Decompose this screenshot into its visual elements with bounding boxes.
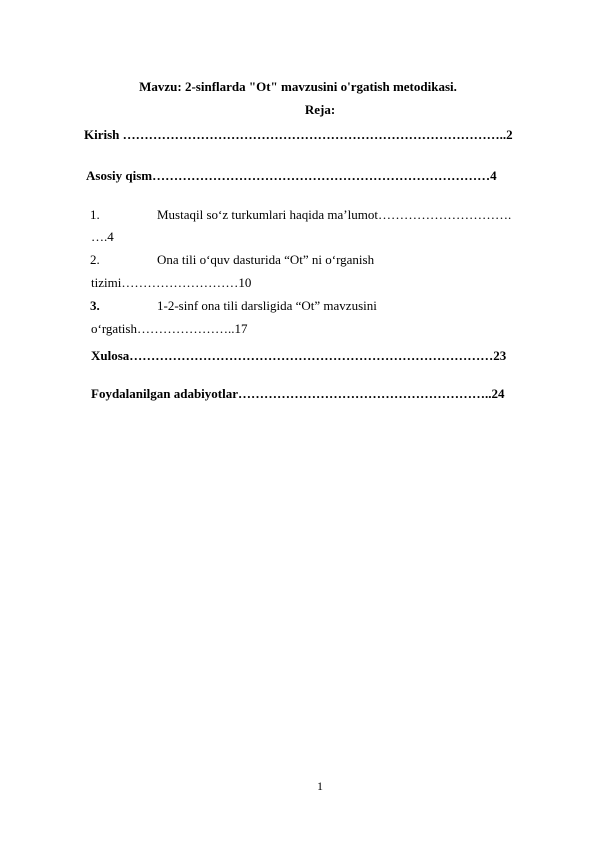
- toc-item2-continuation: tizimi………………………10: [91, 275, 252, 290]
- plan-heading: Reja:: [304, 102, 336, 117]
- toc-item2-text: Ona tili o‘quv dasturida “Ot” ni o‘rganish: [157, 252, 375, 267]
- page-number: 1: [317, 779, 323, 793]
- toc-main: Asosiy qism……………………………………………………………………4: [86, 168, 497, 183]
- toc-conclusion: Xulosa…………………………………………………………………………23: [91, 348, 507, 363]
- toc-item3-continuation: o‘rgatish…………………..17: [91, 321, 248, 336]
- toc-item2-number: 2.: [90, 252, 100, 267]
- document-title: Mavzu: 2-sinflarda "Ot" mavzusini o'rgatish metodikasi.: [139, 79, 457, 94]
- toc-item1-number: 1.: [90, 207, 100, 222]
- toc-item1-text: Mustaqil so‘z turkumlari haqida ma’lumot………………………….: [157, 207, 512, 222]
- toc-item3-text: 1-2-sinf ona tili darsligida “Ot” mavzusini: [157, 298, 377, 313]
- toc-references: Foydalanilgan adabiyotlar…………………………………………………..24: [91, 386, 505, 401]
- toc-item3-number: 3.: [90, 298, 100, 313]
- toc-intro: Kirish ……………………………………………………………………………..2: [84, 127, 513, 142]
- toc-item1-continuation: ….4: [91, 229, 114, 244]
